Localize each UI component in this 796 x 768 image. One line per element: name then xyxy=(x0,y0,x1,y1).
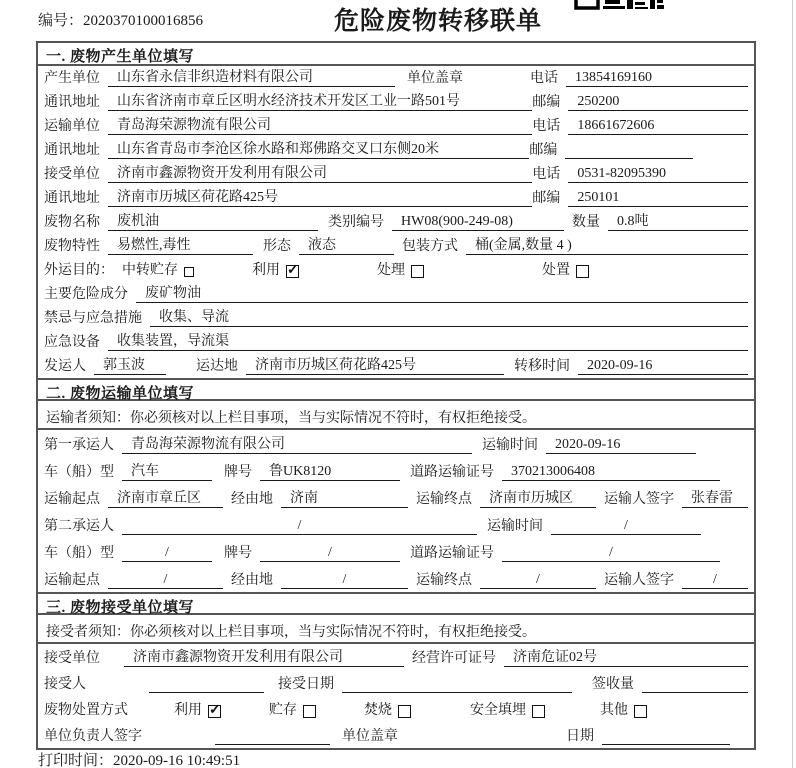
checkbox-label: 处置 xyxy=(542,263,570,278)
transfer-form-table xyxy=(36,41,756,750)
row-waste-name xyxy=(38,210,754,234)
zip-label: 邮编 xyxy=(532,95,561,110)
row-first-carrier xyxy=(38,430,754,457)
receiver-phone-value: 0531-82095390 xyxy=(568,165,748,183)
emergency-measures-value: 收集、导流 xyxy=(150,309,748,327)
section-transporter xyxy=(38,378,754,592)
plate-value: 鲁UK8120 xyxy=(260,463,400,481)
carrier-signature-value: 张春雷 xyxy=(682,490,748,508)
carrier-signature-2-value: / xyxy=(682,571,748,589)
road-permit-label: 道路运输证号 xyxy=(410,546,494,561)
field-label: 运输单位 xyxy=(44,119,100,134)
category-code-label: 类别编号 xyxy=(328,215,384,230)
checkbox-label: 利用 xyxy=(174,703,202,718)
vehicle-type-value: 汽车 xyxy=(122,463,212,481)
route-end-value: 济南市历城区 xyxy=(480,490,596,508)
transport-date-value: 2020-09-16 xyxy=(546,436,696,454)
row-outbound-purpose xyxy=(38,258,754,282)
checkbox-label: 焚烧 xyxy=(364,703,392,718)
section2-header: 二. 废物运输单位填写 xyxy=(38,378,754,401)
transport-date-label: 运输时间 xyxy=(482,438,538,453)
carrier-signature-label: 运输人签字 xyxy=(604,492,674,507)
row-receiver-unit xyxy=(38,162,754,186)
row-emergency-measures xyxy=(38,306,754,330)
receiver-address-value: 济南市历城区荷花路425号 xyxy=(108,189,532,207)
checkbox-icon xyxy=(634,705,647,718)
license-label: 经营许可证号 xyxy=(412,651,496,666)
serial-value: 2020370100016856 xyxy=(83,13,204,29)
qr-code-fragment-icon xyxy=(574,0,664,10)
destination-value: 济南市历城区荷花路425号 xyxy=(246,357,504,375)
route-end-label: 运输终点 xyxy=(416,492,472,507)
row-emergency-equipment xyxy=(38,330,754,354)
section-receiver xyxy=(38,592,754,748)
accept-date-value xyxy=(342,676,572,693)
carrier-signature-label: 运输人签字 xyxy=(604,573,674,588)
plate-2-value: / xyxy=(260,544,400,562)
packaging-label: 包装方式 xyxy=(402,239,458,254)
disposal-option-incinerate xyxy=(364,699,411,719)
phone-label: 电话 xyxy=(532,167,561,182)
accepting-unit-value: 济南市鑫源物资开发利用有限公司 xyxy=(124,649,404,667)
row-waste-property xyxy=(38,234,754,258)
unit-stamp-label: 单位盖章 xyxy=(407,71,463,86)
hazard-components-value: 废矿物油 xyxy=(136,285,748,303)
row-route-2 xyxy=(38,565,754,592)
accept-date-label: 接受日期 xyxy=(278,677,334,692)
purpose-option-dispose xyxy=(542,259,589,279)
first-carrier-value: 青岛海荣源物流有限公司 xyxy=(122,436,472,454)
receiver-zip-value: 250101 xyxy=(568,189,748,207)
transport-address-value: 山东省青岛市李沧区徐水路和郑佛路交叉口东侧20米 xyxy=(108,141,529,159)
print-time-value: 2020-09-16 10:49:51 xyxy=(113,753,241,768)
field-label: 接受单位 xyxy=(44,167,100,182)
page-right-edge xyxy=(792,0,793,768)
packaging-value: 桶(金属,数量 4 ) xyxy=(466,237,748,255)
section-producer xyxy=(38,43,754,378)
row-hazard-components xyxy=(38,282,754,306)
disposal-option-store xyxy=(269,699,316,719)
section1-header: 一. 废物产生单位填写 xyxy=(38,43,754,66)
via-label: 经由地 xyxy=(231,492,273,507)
acceptor-value xyxy=(149,676,264,693)
waste-property-value: 易燃性,毒性 xyxy=(108,237,253,255)
receiver-notice: 接受者须知：你必须核对以上栏目事项，当与实际情况不符时，有权拒绝接受。 xyxy=(38,615,754,644)
row-responsible-signature xyxy=(38,722,754,748)
transfer-date-value: 2020-09-16 xyxy=(578,357,748,375)
road-permit-label: 道路运输证号 xyxy=(410,465,494,480)
field-label: 外运目的： xyxy=(44,263,114,278)
via-value: 济南 xyxy=(281,490,408,508)
field-label: 第二承运人 xyxy=(44,519,114,534)
purpose-option-utilize xyxy=(252,259,299,279)
row-second-carrier xyxy=(38,511,754,538)
disposal-option-other xyxy=(600,699,647,719)
form-state-value: 液态 xyxy=(299,237,394,255)
transfer-date-label: 转移时间 xyxy=(514,359,570,374)
shipper-value: 郭玉波 xyxy=(94,357,166,375)
received-qty-value xyxy=(642,676,748,693)
field-label: 禁忌与应急措施 xyxy=(44,311,142,326)
route-end-2-value: / xyxy=(480,571,596,589)
checkbox-icon xyxy=(576,265,589,278)
unit-stamp-label: 单位盖章 xyxy=(342,729,398,744)
license-value: 济南危证02号 xyxy=(504,649,748,667)
road-permit-2-value: / xyxy=(502,544,720,562)
category-code-value: HW08(900-249-08) xyxy=(392,213,564,231)
producer-address-value: 山东省济南市章丘区明水经济技术开发区工业一路501号 xyxy=(108,93,532,111)
field-label: 发运人 xyxy=(44,359,86,374)
producer-zip-value: 250200 xyxy=(568,93,748,111)
row-shipper xyxy=(38,354,754,378)
emergency-equipment-value: 收集装置，导流渠 xyxy=(108,333,748,351)
destination-label: 运达地 xyxy=(196,359,238,374)
via-2-value: / xyxy=(281,571,408,589)
row-acceptor xyxy=(38,670,754,696)
row-producer-address xyxy=(38,90,754,114)
field-label: 通讯地址 xyxy=(44,95,100,110)
phone-label: 电话 xyxy=(530,71,558,86)
checkbox-label: 贮存 xyxy=(269,703,297,718)
transport-date-2-value: / xyxy=(551,517,701,535)
field-label: 车（船）型 xyxy=(44,465,114,480)
quantity-label: 数量 xyxy=(572,215,600,230)
vehicle-type-2-value: / xyxy=(122,544,212,562)
field-label: 废物名称 xyxy=(44,215,100,230)
plate-label: 牌号 xyxy=(224,546,252,561)
field-label: 产生单位 xyxy=(44,71,100,86)
field-label: 接受单位 xyxy=(44,651,100,666)
row-receiver-address xyxy=(38,186,754,210)
checkbox-icon xyxy=(411,265,424,278)
checkbox-label: 其他 xyxy=(600,703,628,718)
row-disposal-method xyxy=(38,696,754,722)
transporter-notice: 运输者须知：你必须核对以上栏目事项，当与实际情况不符时，有权拒绝接受。 xyxy=(38,401,754,430)
disposal-option-landfill xyxy=(470,699,545,719)
date-label: 日期 xyxy=(566,729,594,744)
disposal-option-utilize xyxy=(174,699,221,719)
row-vehicle-type-2 xyxy=(38,538,754,565)
second-carrier-value: / xyxy=(122,517,477,535)
checkbox-label: 安全填埋 xyxy=(470,703,526,718)
quantity-value: 0.8吨 xyxy=(608,213,748,231)
section3-header: 三. 废物接受单位填写 xyxy=(38,592,754,615)
via-label: 经由地 xyxy=(231,573,273,588)
row-producer-unit xyxy=(38,66,754,90)
page-title: 危险废物转移联单 xyxy=(333,8,542,35)
field-label: 通讯地址 xyxy=(44,143,100,158)
row-transport-unit xyxy=(38,114,754,138)
field-label: 应急设备 xyxy=(44,335,100,350)
received-qty-label: 签收量 xyxy=(592,677,634,692)
row-accepting-unit xyxy=(38,644,754,670)
transport-date-label: 运输时间 xyxy=(487,519,543,534)
purpose-option-transfer-storage xyxy=(122,259,194,279)
checkbox-label: 中转贮存 xyxy=(122,263,178,278)
row-transport-address xyxy=(38,138,754,162)
field-label: 第一承运人 xyxy=(44,438,114,453)
checkbox-icon xyxy=(532,705,545,718)
field-label: 单位负责人签字 xyxy=(44,729,142,744)
road-permit-value: 370213006408 xyxy=(502,463,720,481)
field-label: 车（船）型 xyxy=(44,546,114,561)
waste-name-value: 废机油 xyxy=(108,213,318,231)
page-header xyxy=(0,0,796,41)
zip-label: 邮编 xyxy=(529,143,558,158)
row-vehicle-type-1 xyxy=(38,457,754,484)
producer-unit-value: 山东省永信非织造材料有限公司 xyxy=(108,69,395,87)
field-label: 废物特性 xyxy=(44,239,100,254)
field-label: 废物处置方式 xyxy=(44,703,128,718)
route-end-label: 运输终点 xyxy=(416,573,472,588)
route-origin-2-value: / xyxy=(108,571,223,589)
checked-checkbox-icon xyxy=(286,265,299,278)
serial-label: 编号： xyxy=(38,13,84,29)
field-label: 接受人 xyxy=(44,677,86,692)
field-label: 运输起点 xyxy=(44,492,100,507)
field-label: 通讯地址 xyxy=(44,191,100,206)
plate-label: 牌号 xyxy=(224,465,252,480)
checked-checkbox-icon xyxy=(208,705,221,718)
checkbox-icon xyxy=(184,267,194,277)
purpose-option-treat xyxy=(377,259,424,279)
zip-label: 邮编 xyxy=(532,191,561,206)
print-time xyxy=(38,749,240,768)
phone-label: 电话 xyxy=(532,119,561,134)
field-label: 运输起点 xyxy=(44,573,100,588)
checkbox-label: 利用 xyxy=(252,263,280,278)
route-origin-value: 济南市章丘区 xyxy=(108,490,223,508)
row-route-1 xyxy=(38,484,754,511)
print-time-label: 打印时间： xyxy=(38,753,114,768)
field-label: 主要危险成分 xyxy=(44,287,128,302)
transport-unit-value: 青岛海荣源物流有限公司 xyxy=(108,117,532,135)
transport-phone-value: 18661672606 xyxy=(568,117,748,135)
producer-phone-value: 13854169160 xyxy=(566,69,748,87)
form-state-label: 形态 xyxy=(263,239,291,254)
receiver-unit-value: 济南市鑫源物资开发利用有限公司 xyxy=(108,165,532,183)
transport-zip-value xyxy=(565,142,693,159)
date-value xyxy=(602,728,730,745)
checkbox-icon xyxy=(398,705,411,718)
checkbox-label: 处理 xyxy=(377,263,405,278)
checkbox-icon xyxy=(303,705,316,718)
responsible-signature-value xyxy=(215,728,330,745)
